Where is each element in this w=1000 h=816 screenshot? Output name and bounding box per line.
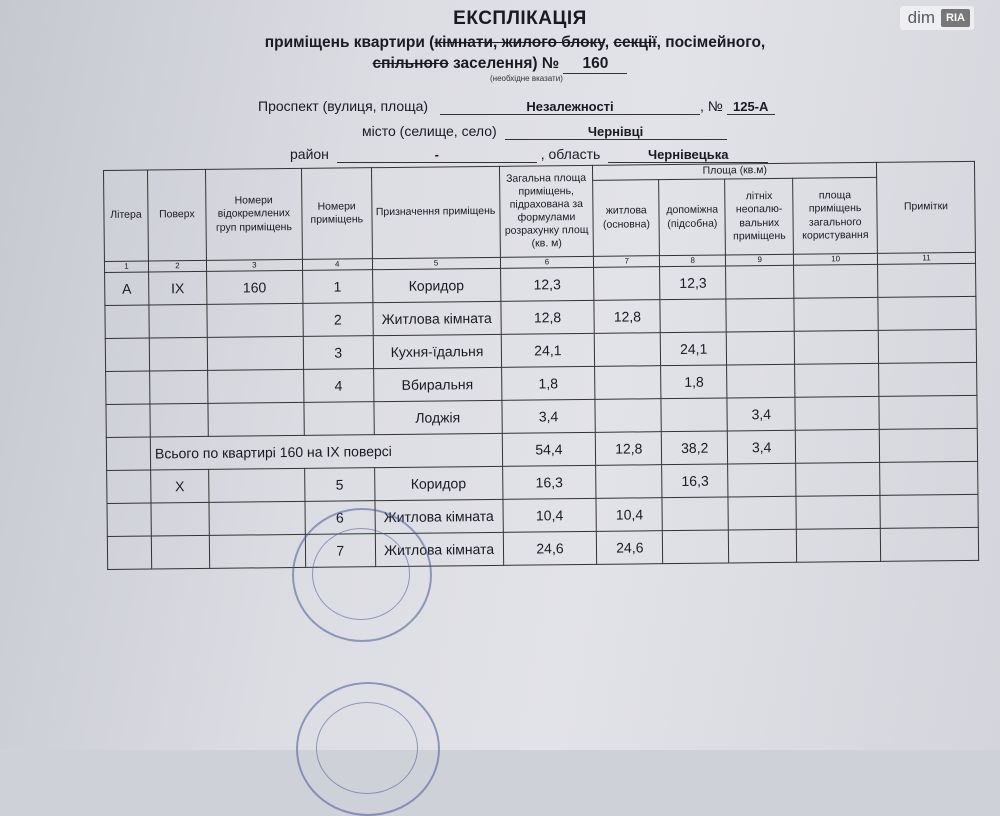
table-cell: 4 <box>303 369 373 403</box>
table-cell: 6 <box>305 501 375 535</box>
table-cell <box>878 329 976 363</box>
table-cell: Лоджія <box>374 400 502 434</box>
header-poverkh: Поверх <box>147 169 206 261</box>
table-body-floor-9 <box>105 263 978 437</box>
column-number: 8 <box>660 255 726 267</box>
header-notes: Примітки <box>877 161 976 253</box>
table-cell <box>151 502 209 536</box>
header-auxiliary: допоміжна (підсобна) <box>659 179 726 256</box>
table-cell: X <box>151 469 209 503</box>
table-cell <box>663 530 729 564</box>
table-cell <box>794 264 878 298</box>
table-cell: IX <box>149 271 207 305</box>
table-cell <box>106 371 150 404</box>
table-cell <box>304 402 374 436</box>
table-cell: 24,1 <box>661 332 727 366</box>
table-cell: 10,4 <box>596 498 662 532</box>
table-cell <box>726 265 794 299</box>
table-cell: 1,8 <box>661 365 727 399</box>
total-summer: 3,4 <box>728 430 796 464</box>
table-cell <box>794 330 878 364</box>
table-cell <box>880 494 978 528</box>
table-cell <box>209 468 305 502</box>
city-line <box>362 123 727 140</box>
table-cell: Кухня-їдальня <box>373 334 501 368</box>
table-cell <box>729 529 797 563</box>
table-cell: 3 <box>303 336 373 370</box>
table-cell: Житлова кімната <box>373 301 501 335</box>
table-cell: 7 <box>305 534 375 568</box>
table-cell <box>105 338 149 371</box>
document-title: ЕКСПЛІКАЦІЯ <box>453 8 587 29</box>
title-struck-text: кімнати, жилого блоку <box>434 34 605 51</box>
header-purpose: Призначення приміщень <box>371 166 500 258</box>
total-living: 12,8 <box>596 432 662 466</box>
table-cell: Вбиральня <box>373 367 501 401</box>
table-cell: 12,3 <box>500 267 594 301</box>
table-cell <box>726 298 794 332</box>
table-cell: Коридор <box>374 466 502 500</box>
table-cell: 12,8 <box>500 300 594 334</box>
round-stamp-2 <box>296 682 440 816</box>
round-stamp <box>292 508 432 642</box>
table-cell <box>107 503 151 536</box>
table-cell <box>594 267 660 301</box>
table-cell <box>106 404 150 437</box>
table-cell <box>207 336 303 370</box>
city-value: Чернівці <box>505 124 727 140</box>
table-cell <box>879 395 977 429</box>
table-cell <box>879 428 977 462</box>
watermark-badge: RIA <box>941 9 970 27</box>
header-area-group: Площа (кв.м) <box>593 162 877 180</box>
region-label: , область <box>540 146 601 162</box>
table-body-floor-10 <box>107 461 979 569</box>
column-number: 5 <box>372 257 500 269</box>
table-cell <box>596 465 662 499</box>
table-cell <box>880 461 978 495</box>
table-cell <box>105 305 149 338</box>
table-cell: 12,8 <box>594 300 660 334</box>
table-cell <box>880 527 978 561</box>
watermark-text: dim <box>907 8 936 27</box>
table-cell <box>796 462 880 496</box>
table-cell <box>661 398 727 432</box>
title-line-1 <box>15 34 1000 52</box>
number-label: , № <box>700 98 723 114</box>
table-cell: А <box>105 272 149 305</box>
table-cell <box>107 536 151 569</box>
table-cell: 12,3 <box>660 266 726 300</box>
building-number: 125-А <box>727 99 775 115</box>
table-cell: Житлова кімната <box>375 499 503 533</box>
table-cell <box>662 497 728 531</box>
table-cell <box>727 364 795 398</box>
header-litera: Літера <box>104 170 149 261</box>
district-value: - <box>337 147 537 163</box>
title-text: приміщень квартири ( <box>264 34 435 51</box>
table-cell: 16,3 <box>662 464 728 498</box>
table-cell: Житлова кімната <box>375 532 503 566</box>
title-text: заселення) № <box>448 55 560 72</box>
street-label: Проспект (вулиця, площа) <box>258 98 429 114</box>
region-value: Чернівецька <box>608 147 768 163</box>
table-cell <box>795 429 879 463</box>
table-cell <box>595 399 661 433</box>
table-cell <box>150 403 208 437</box>
table-cell <box>795 396 879 430</box>
table-cell: 24,6 <box>503 531 597 565</box>
table-cell: 16,3 <box>502 465 596 499</box>
table-cell <box>106 437 150 470</box>
table-cell <box>208 402 304 436</box>
table-cell <box>207 369 303 403</box>
header-common: площа приміщень загального користування <box>793 177 878 254</box>
table-cell: 1 <box>302 270 372 304</box>
table-cell <box>660 299 726 333</box>
table-cell <box>796 495 880 529</box>
column-number: 3 <box>206 259 302 271</box>
column-number: 1 <box>104 261 148 272</box>
table-cell: Коридор <box>372 268 500 302</box>
total-area: 54,4 <box>502 432 596 466</box>
table-cell: 1,8 <box>501 366 595 400</box>
title-struck-text: секції <box>613 34 657 51</box>
table-cell: 2 <box>303 303 373 337</box>
column-number: 6 <box>500 256 594 268</box>
table-cell <box>794 297 878 331</box>
table-cell <box>209 534 305 568</box>
title-text: , <box>604 34 614 51</box>
table-cell <box>728 496 796 530</box>
title-line-2 <box>0 55 1000 74</box>
table-cell: 24,6 <box>597 531 663 565</box>
table-cell <box>726 331 794 365</box>
table-cell <box>795 363 879 397</box>
table-cell <box>150 370 208 404</box>
header-total: Загальна площа приміщень, підрахована за формулами розрахунку площ (кв. м) <box>499 165 594 257</box>
table-cell <box>595 366 661 400</box>
column-number: 11 <box>878 252 976 264</box>
header-living: житлова (основна) <box>593 180 660 257</box>
table-cell <box>878 263 976 297</box>
title-struck-text: спільного <box>372 55 449 72</box>
table-cell: 24,1 <box>501 333 595 367</box>
table-cell <box>728 463 796 497</box>
table-cell: 3,4 <box>501 399 595 433</box>
table-cell: 3,4 <box>727 397 795 431</box>
header-groups: Номери відокремлених груп приміщень <box>205 168 302 260</box>
note-text: (необхідне вказати) <box>490 74 563 83</box>
column-number: 7 <box>594 256 660 268</box>
header-summer: літніх неопалю-вальних приміщень <box>725 178 794 255</box>
table-cell <box>595 333 661 367</box>
street-value: Незалежності <box>440 99 700 115</box>
table-cell <box>207 303 303 337</box>
apartment-number: 160 <box>563 55 627 74</box>
table-cell: 5 <box>304 468 374 502</box>
table-cell <box>878 296 976 330</box>
explication-table <box>103 161 979 570</box>
table-cell <box>796 528 880 562</box>
table-cell: 10,4 <box>502 498 596 532</box>
table-cell: 160 <box>206 270 302 304</box>
column-number: 9 <box>726 254 794 266</box>
district-line <box>290 146 768 163</box>
column-number: 10 <box>794 253 878 265</box>
table-cell <box>209 501 305 535</box>
city-label: місто (селище, село) <box>362 123 497 139</box>
table-cell <box>149 304 207 338</box>
district-label: район <box>290 146 329 162</box>
table-cell <box>107 470 151 503</box>
table-cell <box>149 337 207 371</box>
column-number: 4 <box>302 259 372 271</box>
street-line <box>258 98 775 115</box>
total-label: Всього по квартирі 160 на IX поверсі <box>150 433 502 470</box>
total-aux: 38,2 <box>662 431 728 465</box>
table-cell <box>151 535 209 569</box>
column-number: 2 <box>148 260 206 272</box>
title-text: , посімейного, <box>656 34 766 51</box>
header-rooms: Номери приміщень <box>301 168 372 260</box>
table-cell <box>879 362 977 396</box>
